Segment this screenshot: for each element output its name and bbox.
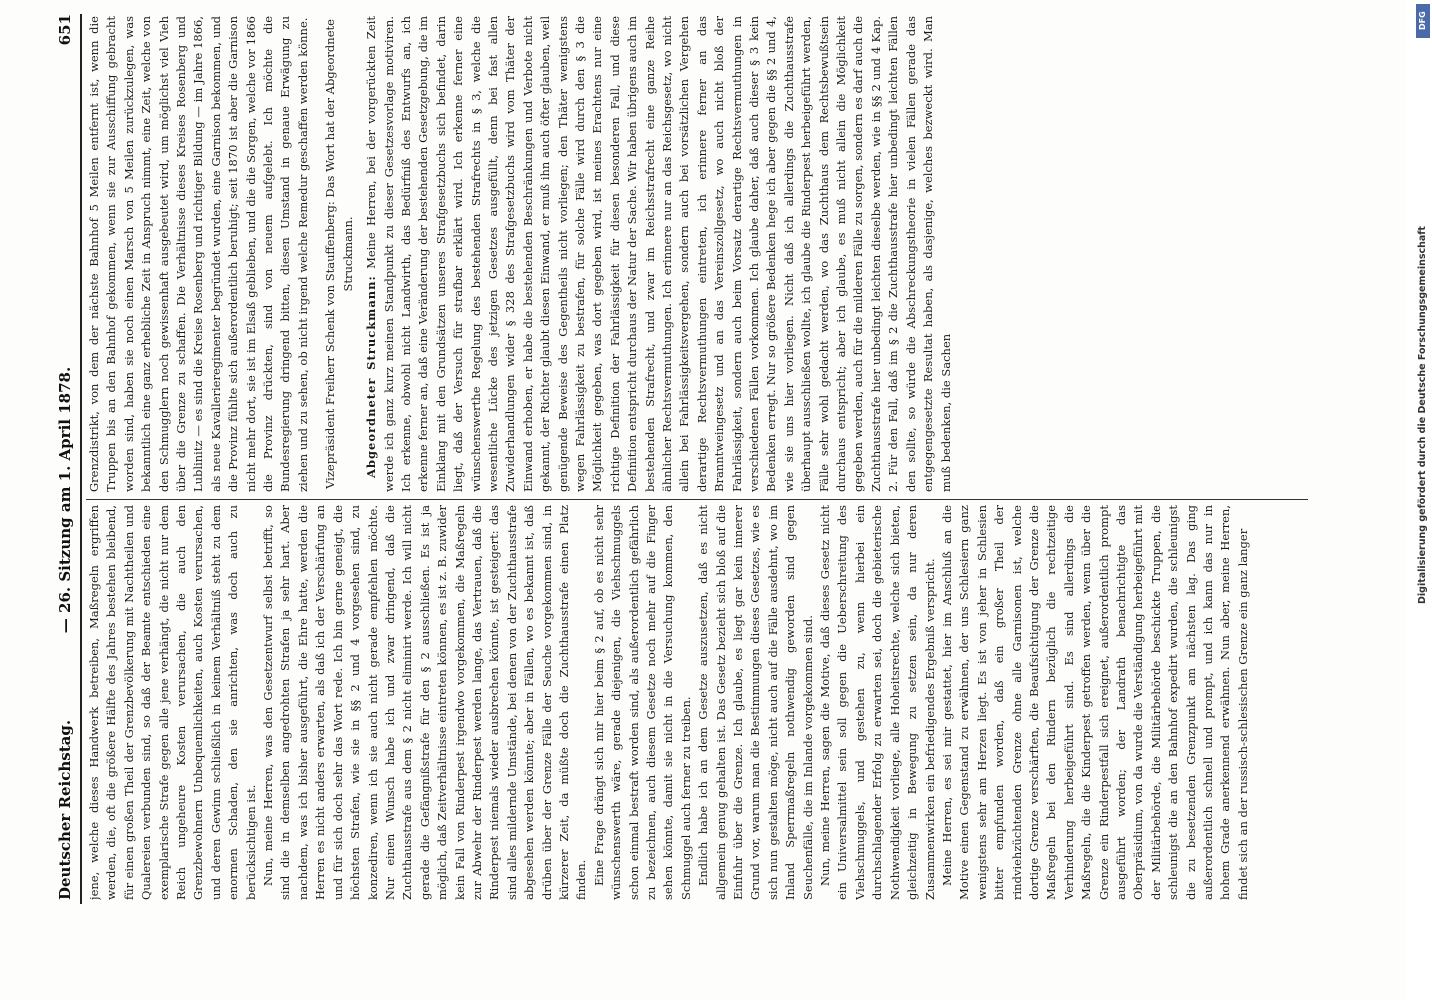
left-paragraph: Eine Frage drängt sich mir hier beim § 2 auf, ob es nicht sehr wünschenswerth wäre, gerade diejenigen, die Viehschmuggels schon einmal bestraft worden sind, als außerordentlich gefährlich zu bezeichnen, auch diesem Gesetze noch mehr auf die Finger sehen könnte, damit sie nicht in die Versuchung kommen, den Schmuggel auch ferner zu treiben. <box>591 505 693 900</box>
header-rule <box>80 14 82 904</box>
speaker-label: Abgeordneter Struckmann: <box>364 275 379 478</box>
publication-title: Deutscher Reichstag. <box>56 719 74 900</box>
left-paragraph: Nun, meine Herren, sagen die Motive, daß dieses Gesetz nicht ein Universalmittel sein soll gegen die Ueberschreitung des Viehschmuggels, und gestehen zu, wenn hierbei ein durchschlagender Erfolg zu erwarten sei, doch die gebieterische Nothwendigkeit vorliege, alle Hoheitsrechte, welche sich bieten, gleichzeitig in Bewegung zu setzen sein, da nur deren Zusammenwirken ein befriedigendes Ergebniß verspricht. <box>818 505 937 900</box>
presiding-announcement: Vizepräsident Freiherr Schenk von Stauffenberg: Das Wort hat der Abgeordnete Struckmann. <box>323 19 355 489</box>
left-paragraph: jene, welche dieses Handwerk betreiben, Maßregeln ergriffen werden, die, oft die größere Hälfte des Jahres bestehen bleibend, für einen großen Theil der Grenzbevölkerung mit Nachtheilen und Qualereien verbunden sind, so daß der Beamte entschieden eine exemplarische Strafe gegen alle jene verhängt, die nicht nur dem Reich ungeheure Kosten verursachen, die auch den Grenzbewohnern Unbequemlichkeiten, auch Kosten verursachen, und deren Gewinn schließlich in keinem Verhältniß steht zu dem enormen Schaden, den sie anrichten, was doch auch zu berücksichtigen ist. <box>87 505 258 900</box>
digitization-credit <box>1414 0 1432 1000</box>
dfg-logo: DFG <box>1416 4 1430 38</box>
column-divider <box>86 499 1308 500</box>
page-header <box>52 0 80 1000</box>
credit-text: Digitalisierung gefördert durch die Deutsche Forschungsgemeinschaft <box>1417 226 1428 604</box>
left-paragraph: Nun, meine Herren, was den Gesetzentwurf selbst betrifft, so sind die in demselben angedrohten Strafen ja sehr hart. Aber nachdem, was ich bisher ausgeführt, die Ehre hatte, werden die Herren es nicht anders erwarten, als daß ich der Verschärfung an und für sich doch sehr das Wort rede. Ich bin gerne geneigt, die höchsten Strafen, wie sie in §§ 2 und 4 vorgesehen sind, zu konzediren, wenn ich sie auch nicht gerade empfehlen möchte. Nur einen Wunsch habe ich und zwar dringend, daß die Zuchthausstrafe aus dem § 2 nicht eliminirt werde. Ich will nicht gerade die Gefängnißstrafe für den § 2 ausschließen. Es ist ja möglich, daß Zeitverhältnisse eintreten können, es ist z. B. zuwider kein Fall von Rinderpest irgendwo vorgekommen, die Maßregeln zur Abwehr der Rinderpest werden lange, das Vertrauen, daß die Rinderpest niemals wieder ausbrechen könnte, ist gesteigert: das sind alles mildernde Umstände, bei denen von der Zuchthausstrafe abgesehen werden könnte; aber in Fällen, wo es bekannt ist, daß drüben über der Grenze Fälle der Seuche vorgekommen sind, in kürzerer Zeit, da müßte doch die Zuchthausstrafe einen Platz finden. <box>261 505 589 900</box>
left-column <box>86 505 1308 900</box>
right-paragraph: Grenzdistrikt, von dem der nächste Bahnhof 5 Meilen entfernt ist, wenn die Truppen bis an den Bahnhof gekommen, wenn sie zur Ausschiffung gebracht worden sind, haben sie noch einen Marsch von 5 Meilen zurückzulegen, was bekanntlich eine ganz erhebliche Zeit in Anspruch nimmt, eine Zeit, welche von den Schmugglern noch gewissenhaft ausgebeutet wird, um möglichst viel Vieh über die Grenze zu schaffen. Die Verhältnisse dieses Kreises Rosenberg und Lublinitz — es sind die Kreise Rosenberg und richtiger Bildung — im Jahre 1866, als neue Kavallerieregimenter begründet wurden, eine Garnison bekommen, und die Provinz fühlte sich außerordentlich beruhigt; seit 1870 ist aber die Garnison nicht mehr dort, sie ist im Elsaß geblieben, und die die Sorgen, welche vor 1866 die Provinz drückten, sind von neuem aufgelebt. Ich möchte die Bundesregierung dringend bitten, diesen Umstand in genaue Erwägung zu ziehen und zu sehen, ob nicht irgend welche Remedur geschaffen werden könne. <box>87 16 310 492</box>
speech-text: Meine Herren, bei der vorgerückten Zeit werde ich ganz kurz meinen Standpunkt zu dieser Gesetzesvorlage motiviren. Ich erkenne, obwohl nicht Landwirth, das Bedürfniß des Entwurfs an, ich erkenne ferner an, daß eine Veränderung der bestehenden Gesetzgebung, die im Einklang mit den Grundsätzen unseres Strafgesetzbuchs sich befindet, darin liegt, daß der Versuch für strafbar erklärt wird. Ich erkenne ferner eine wünschenswerthe Regelung des bestehenden Strafrechts in § 3, welche die wesentliche Lücke des jetzigen Gesetzes ausgefüllt, denn bei fast allen Zuwiderhandlungen wider § 328 des Strafgesetzbuchs wird vom Thäter der Einwand erhoben, er habe die bestehenden Beschränkungen und Verbote nicht gekannt, der Richter glaubt diesen Einwand, er muß ihn auch öfter glauben, weil genügende Beweise des Gegentheils nicht vorliegen; den Thäter wenigstens wegen Fahrlässigkeit zu bestrafen, für solche Fälle wird durch den § 3 die Möglichkeit gegeben, was dort gegeben wird, ist meines Erachtens nur eine richtige Definition der Fahrlässigkeit für diesen besonderen Fall, und diese Definition entspricht durchaus der Natur der Sache. Wir haben übrigens auch im bestehenden Strafrecht, und zwar im Reichsstrafrecht eine ganze Reihe ähnlicher Rechtsvermuthungen. Ich erinnere nur an das Reichsgesetz, wo nicht allein bei Fahrlässigkeitsvergehen, sondern auch bei vorsätzlichen Vergehen derartige Rechtsvermuthungen eintreten, ich erinnere ferner an das Branntweingesetz und an das Vereinszollgesetz, wo auch nicht bloß der Fahrlässigkeit, sondern auch beim Vorsatz derartige Rechtsvermuthungen in verschiedenen Fällen vorkommen. Ich glaube daher, daß auch dieser § 3 kein Bedenken erregt. Nur so größere Bedenken hege ich aber gegen die §§ 2 und 4, wie sie uns hier vorliegen. Nicht daß ich allerdings die Zuchthausstrafe überhaupt ausschließen wollte, ich glaube die Rinderpest herbeigeführt werden, Fälle sehr wohl gedacht werden, wo das Zuchthaus dem Rechtsbewußtsein durchaus entspricht; aber ich glaube, es muß nicht allein die Möglichkeit gegeben werden, auch für die milderen Fälle zu sorgen, sondern es darf auch die Zuchthausstrafe hier unbedingt leichten dieselbe werden, wie in §§ 2 und 4 Kap. 2. Für den Fall, daß im § 2 die Zuchthausstrafe hier unbedingt leichten Fällen den sollte, so würde die Abschreckungstheorie in vielen Fällen gerade das entgegengesetzte Resultat haben, als dasjenige, welches bezweckt wird. Man muß bedenken, die Sachen <box>364 16 953 492</box>
left-paragraph: Endlich habe ich an dem Gesetze auszusetzen, daß es nicht allgemein genug gehalten ist. Das Gesetz bezieht sich bloß auf die Einfuhr über die Grenze. Ich glaube, es liegt gar kein innerer Grund vor, warum man die Bestimmungen dieses Gesetzes, wie es sich nun gestalten möge, nicht auch auf die Fälle ausdehnt, wo im Inland Sperrmaßregeln nothwendig geworden sind gegen Seuchenfälle, die im Inlande vorgekommen sind. <box>696 505 815 900</box>
speech-paragraph <box>363 16 955 492</box>
page-number: 651 <box>56 14 74 46</box>
right-column <box>86 16 1308 492</box>
session-title: — 26. Sitzung am 1. April 1878. <box>56 366 74 634</box>
left-paragraph: Meine Herren, es sei mir gestattet, hier im Anschluß an die Motive einen Gegenstand zu erwähnen, der uns Schlesiern ganz wenigstens sehr am Herzen liegt. Es ist von jeher in Schlesien bitter empfunden worden, daß ein großer Theil der rindviehzüchtenden Grenze ohne alle Garnisonen ist, welche dortige Grenze verschärften, die Beaufsichtigung der Grenze die Maßregeln bei den Rindern bezüglich die rechtzeitige Verhinderung herbeigeführt sind. Es sind allerdings die Maßregeln, die die Kinderpest getroffen werden, wenn über die Grenze ein Rinderpestfall sich ereignet, außerordentlich prompt ausgeführt worden; der Landrath benachrichtigte das Oberpräsidium, von da wurde die Verständigung herbeigeführt mit der Militärbehörde, die Militärbehörde beschickte Truppen, die schleunigst die an den Bahnhof expedirt wurden, die schleunigst die zu besetzenden Grenzpunkt am nächsten lag. Das ging außerordentlich schnell und prompt, und ich kann das nur in hohem Grade anerkennend erwähnen. Nun aber, meine Herren, findet sich an der russisch-schlesischen Grenze ein ganz langer <box>939 505 1250 900</box>
